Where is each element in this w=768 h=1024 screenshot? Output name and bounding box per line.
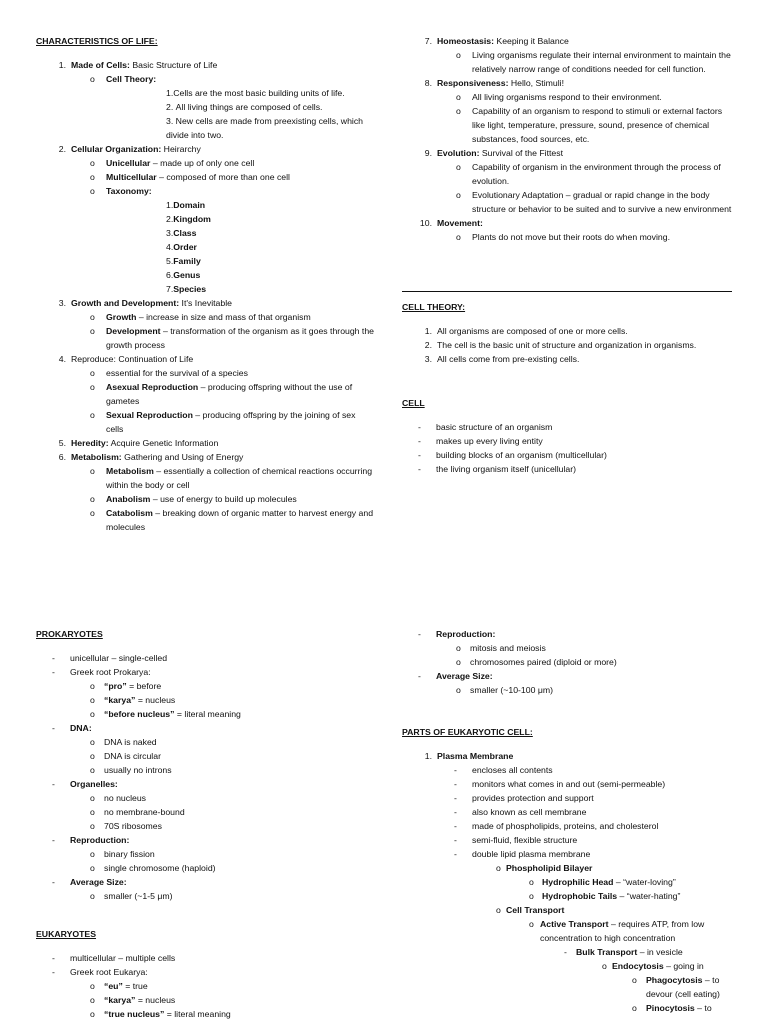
- eukaryotic-parts-section: [402, 627, 732, 1015]
- char-item-4: 4. Reproduce: Continuation of Life: [58, 354, 194, 364]
- theory-line-2: 2. All living things are composed of cells.: [166, 102, 323, 112]
- catabolism-bullet: o Catabolism – breaking down of organic matter to harvest energy and molecules: [36, 506, 374, 534]
- cell-point-4: - the living organism itself (unicellular): [402, 462, 732, 476]
- pro-dna-1: o DNA is naked: [36, 735, 374, 749]
- hydrophobic-tails: o Hydrophobic Tails – “water-hating”: [402, 889, 732, 903]
- pm-point-3: - provides protection and support: [402, 791, 732, 805]
- unicellular-bullet: o Unicellular – made up of only one cell: [36, 156, 374, 170]
- eu-greek-root: - Greek root Eukarya:: [36, 965, 374, 979]
- char-item-7: 7. Homeostasis: Keeping it Balance: [424, 36, 569, 46]
- eu-repro-2: o chromosomes paired (diploid or more): [402, 655, 732, 669]
- phagocytosis: o Phagocytosis – to devour (cell eating): [402, 973, 732, 1001]
- movement-bullet: o Plants do not move but their roots do when moving.: [402, 230, 732, 244]
- responsiveness-bullet-1: o All living organisms respond to their environment.: [402, 90, 732, 104]
- cell-theory-heading: CELL THEORY:: [402, 302, 466, 312]
- pinocytosis: o Pinocytosis – to: [402, 1001, 732, 1015]
- eu-root-2: o “karya” = nucleus: [36, 993, 374, 1007]
- endocytosis: o Endocytosis – going in: [402, 959, 732, 973]
- pm-point-6: - semi-fluid, flexible structure: [402, 833, 732, 847]
- char-item-5: 5. Heredity: Acquire Genetic Information: [58, 438, 219, 448]
- homeostasis-bullet: o Living organisms regulate their internal environment to maintain the relatively narrow range of conditions needed for cell function.: [402, 48, 732, 76]
- pro-reproduction: - Reproduction:: [36, 833, 374, 847]
- taxon-3: 3.Class: [166, 228, 197, 238]
- multicellular-bullet: o Multicellular – composed of more than one cell: [36, 170, 374, 184]
- evolution-bullet-1: o Capability of organism in the environment through the process of evolution.: [402, 160, 732, 188]
- eu-root-1: o “eu” = true: [36, 979, 374, 993]
- growth-bullet: o Growth – increase in size and mass of that organism: [36, 310, 374, 324]
- cell-point-2: - makes up every living entity: [402, 434, 732, 448]
- char-item-10: 10. Movement:: [419, 218, 483, 228]
- taxonomy-list: [36, 198, 374, 296]
- pro-organelle-3: o 70S ribosomes: [36, 819, 374, 833]
- eu-repro-1: o mitosis and meiosis: [402, 641, 732, 655]
- cell-theory-2: 2. The cell is the basic unit of structure and organization in organisms.: [424, 340, 697, 350]
- pro-root-3: o “before nucleus” = literal meaning: [36, 707, 374, 721]
- cell-point-1: - basic structure of an organism: [402, 420, 732, 434]
- theory-line-3: 3. New cells are made from preexisting cells, which divide into two.: [166, 116, 364, 140]
- taxon-7: 7.Species: [166, 284, 207, 294]
- pm-point-2: - monitors what comes in and out (semi-permeable): [402, 777, 732, 791]
- pro-repro-1: o binary fission: [36, 847, 374, 861]
- bulk-transport: - Bulk Transport – in vesicle: [402, 945, 732, 959]
- pro-organelle-1: o no nucleus: [36, 791, 374, 805]
- eu-root-3: o “true nucleus” = literal meaning: [36, 1007, 374, 1021]
- eu-multicellular: - multicellular – multiple cells: [36, 951, 374, 965]
- cell-heading: CELL: [402, 398, 425, 408]
- char-item-9: 9. Evolution: Survival of the Fittest: [424, 148, 563, 158]
- phospholipid-bilayer: o Phospholipid Bilayer: [402, 861, 732, 875]
- pro-organelle-2: o no membrane-bound: [36, 805, 374, 819]
- char-item-8: 8. Responsiveness: Hello, Stimuli!: [424, 78, 564, 88]
- plasma-membrane-item: 1. Plasma Membrane: [424, 751, 514, 761]
- eu-size: - Average Size:: [402, 669, 732, 683]
- pro-organelles: - Organelles:: [36, 777, 374, 791]
- pro-repro-2: o single chromosome (haploid): [36, 861, 374, 875]
- taxon-4: 4.Order: [166, 242, 197, 252]
- eu-size-value: o smaller (~10-100 μm): [402, 683, 732, 697]
- sexual-bullet: o Sexual Reproduction – producing offspring by the joining of sex cells: [36, 408, 374, 436]
- pm-point-1: - encloses all contents: [402, 763, 732, 777]
- prokaryotes-heading: PROKARYOTES: [36, 629, 103, 639]
- pm-point-7: - double lipid plasma membrane: [402, 847, 732, 861]
- evolution-bullet-2: o Evolutionary Adaptation – gradual or rapid change in the body structure or behavior to be suited and to survive a new environment: [402, 188, 732, 216]
- right-top-section: [402, 34, 732, 476]
- char-item-2: 2. Cellular Organization: Heirarchy: [58, 144, 201, 154]
- hydrophilic-head: o Hydrophilic Head – “water-loving”: [402, 875, 732, 889]
- pro-greek-root: - Greek root Prokarya:: [36, 665, 374, 679]
- pro-size-value: o smaller (~1-5 μm): [36, 889, 374, 903]
- taxon-6: 6.Genus: [166, 270, 201, 280]
- pro-size: - Average Size:: [36, 875, 374, 889]
- prokaryotes-section: [36, 627, 374, 1021]
- taxon-2: 2.Kingdom: [166, 214, 211, 224]
- theory-line-1: 1.Cells are the most basic building units of life.: [166, 88, 345, 98]
- pm-point-5: - made of phospholipids, proteins, and cholesterol: [402, 819, 732, 833]
- pro-dna-2: o DNA is circular: [36, 749, 374, 763]
- pm-point-4: - also known as cell membrane: [402, 805, 732, 819]
- asexual-bullet: o Asexual Reproduction – producing offspring without the use of gametes: [36, 380, 374, 408]
- pro-dna-3: o usually no introns: [36, 763, 374, 777]
- eukaryotes-heading: EUKARYOTES: [36, 929, 97, 939]
- survival-bullet: o essential for the survival of a species: [36, 366, 374, 380]
- anabolism-bullet: o Anabolism – use of energy to build up molecules: [36, 492, 374, 506]
- parts-heading: PARTS OF EUKARYOTIC CELL:: [402, 727, 533, 737]
- development-bullet: o Development – transformation of the organism as it goes through the growth process: [36, 324, 374, 352]
- cell-transport: o Cell Transport: [402, 903, 732, 917]
- pro-unicellular: - unicellular – single-celled: [36, 651, 374, 665]
- cell-point-3: - building blocks of an organism (multicellular): [402, 448, 732, 462]
- taxon-1: 1.Domain: [166, 200, 206, 210]
- pro-root-2: o “karya” = nucleus: [36, 693, 374, 707]
- cell-theory-1: 1. All organisms are composed of one or more cells.: [424, 326, 628, 336]
- characteristics-section: [36, 34, 374, 534]
- section-divider: [402, 291, 732, 292]
- active-transport: o Active Transport – requires ATP, from low concentration to high concentration: [402, 917, 732, 945]
- responsiveness-bullet-2: o Capability of an organism to respond to stimuli or external factors like light, temperature, pressure, sound, presence of chemical substances, food sources, etc.: [402, 104, 732, 146]
- char-item-3: 3. Growth and Development: It's Inevitable: [58, 298, 232, 308]
- eu-reproduction: - Reproduction:: [402, 627, 732, 641]
- metabolism-bullet: o Metabolism – essentially a collection of chemical reactions occurring within the body or cell: [36, 464, 374, 492]
- pro-dna: - DNA:: [36, 721, 374, 735]
- cell-theory-3: 3. All cells come from pre-existing cells.: [424, 354, 580, 364]
- pro-root-1: o “pro” = before: [36, 679, 374, 693]
- taxonomy-bullet: o Taxonomy:: [36, 184, 374, 198]
- characteristics-heading: CHARACTERISTICS OF LIFE:: [36, 36, 158, 46]
- cell-theory-bullet: o Cell Theory:: [36, 72, 374, 86]
- taxon-5: 5.Family: [166, 256, 201, 266]
- char-item-1: 1. Made of Cells: Basic Structure of Life: [58, 60, 218, 70]
- char-item-6: 6. Metabolism: Gathering and Using of Energy: [58, 452, 244, 462]
